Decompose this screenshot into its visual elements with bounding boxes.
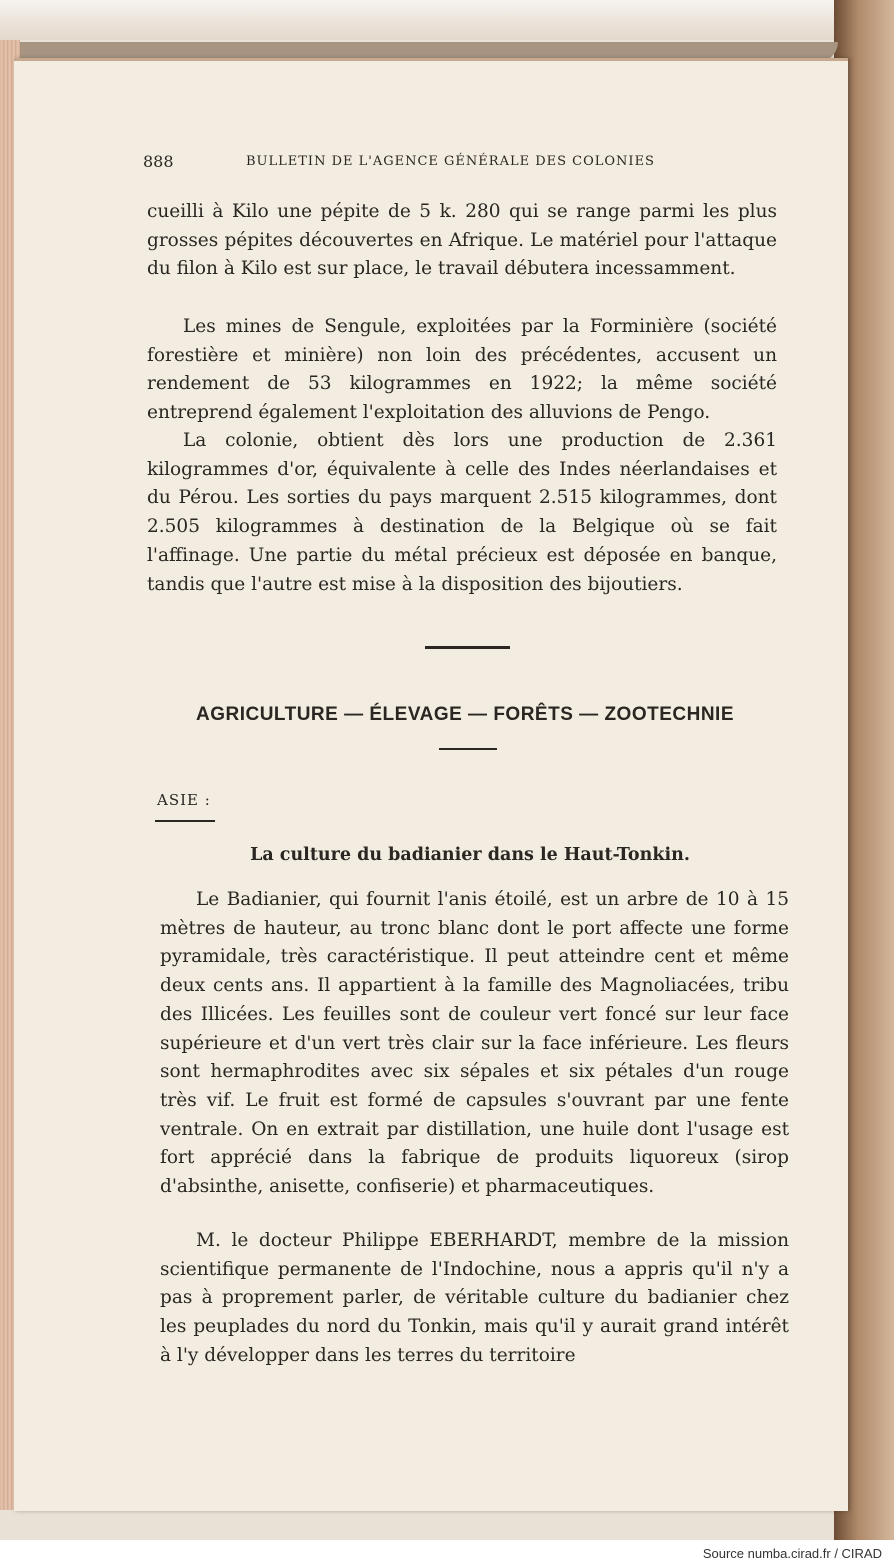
paragraph-kilo: cueilli à Kilo une pépite de 5 k. 280 qui se range parmi les plus grosses pépites découvertes en Afrique. Le matériel pour l'attaque du filon à Kilo est sur place, le travail débutera incessamment. — [147, 201, 777, 280]
section-title: AGRICULTURE — ÉLEVAGE — FORÊTS — ZOOTECHNIE — [195, 704, 735, 725]
section-title-rule — [439, 748, 497, 750]
running-head — [143, 152, 783, 176]
source-credit: Source numba.cirad.fr / CIRAD — [702, 1546, 882, 1561]
paragraph-production: La colonie, obtient dès lors une production de 2.361 kilogrammes d'or, équivalente à celle des Indes néerlandaises et du Pérou. Les sorties du pays marquent 2.515 kilogrammes, dont 2.505 kilogrammes à destination de la Belgique où se fait l'affinage. Une partie du métal précieux est déposée en banque, tandis que l'autre est mise à la disposition des bijoutiers. — [147, 430, 777, 595]
section-divider — [425, 646, 510, 649]
running-head-title: BULLETIN DE L'AGENCE GÉNÉRALE DES COLONIES — [246, 154, 655, 169]
article-paragraph-badianier: Le Badianier, qui fournit l'anis étoilé, est un arbre de 10 à 15 mètres de hauteur, au tronc blanc dont le port affecte une forme pyramidale, très caractéristique. Il peut atteindre cent et même deux cents ans. Il appartient à la famille des Magnoliacées, tribu des Illicées. Les feuilles sont de couleur vert foncé sur leur face supérieure et d'un vert très clair sur la face inférieure. Les fleurs sont hermaphrodites avec six sépales et six pétales d'un rouge très vif. Le fruit est formé de capsules s'ouvrant par une fente ventrale. On en extrait par distillation, une huile dont l'usage est fort apprécié dans la fabrique de produits liquoreux (sirop d'absinthe, anisette, confiserie) et pharmaceutiques. — [160, 889, 789, 1198]
region-underline — [155, 820, 215, 822]
article-paragraph-eberhardt: M. le docteur Philippe EBERHARDT, membre de la mission scientifique permanente de l'Indochine, nous a appris qu'il n'y a pas à proprement parler, de véritable culture du badianier chez les peuplades du nord du Tonkin, mais qu'il y aurait grand intérêt à l'y développer dans les terres du territoire — [160, 1230, 789, 1366]
paragraph-sengule: Les mines de Sengule, exploitées par la Forminière (société forestière et minière) non loin des précédentes, accusent un rendement de 53 kilogrammes en 1922; la même société entreprend également l'exploitation des alluvions de Pengo. — [147, 316, 777, 424]
page-number: 888 — [143, 152, 174, 171]
article-title: La culture du badianier dans le Haut-Tonkin. — [250, 845, 690, 865]
region-label: ASIE : — [157, 791, 211, 809]
